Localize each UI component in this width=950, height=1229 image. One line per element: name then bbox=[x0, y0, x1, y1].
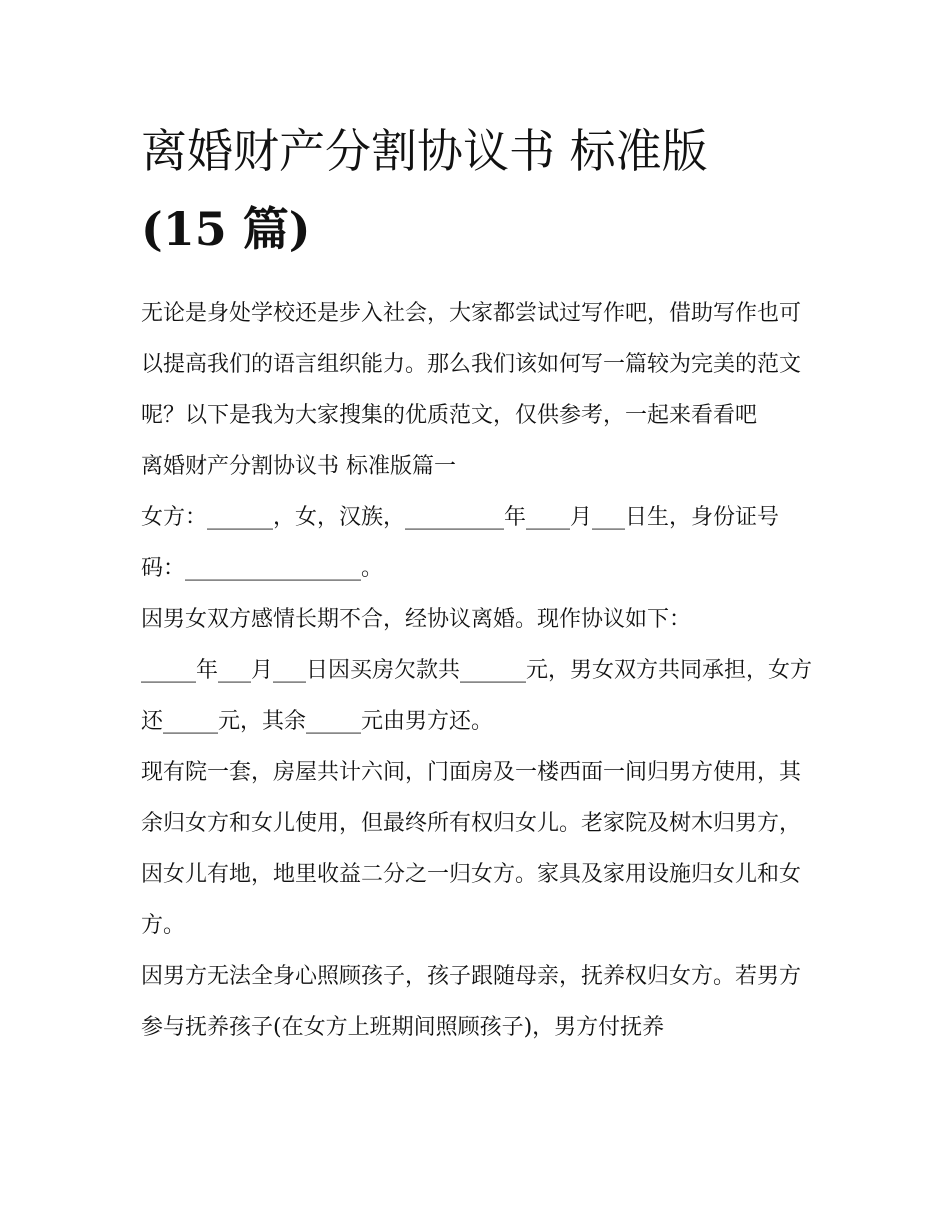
document-content bbox=[141, 112, 821, 1053]
custody-paragraph: 因男方无法全身心照顾孩子，孩子跟随母亲，抚养权归女方。若男方参与抚养孩子(在女方上班期间照顾孩子)，男方付抚养 bbox=[141, 964, 802, 1040]
document-body bbox=[141, 288, 821, 1053]
party-info-paragraph: 女方：______，女，汉族，_________年____月___日生，身份证号码：________________。 bbox=[141, 505, 780, 581]
debt-paragraph: _____年___月___日因买房欠款共______元，男女双方共同承担，女方还_____元，其余_____元由男方还。 bbox=[141, 658, 813, 734]
document-title bbox=[141, 112, 821, 268]
intro-paragraph: 无论是身处学校还是步入社会，大家都尝试过写作吧，借助写作也可以提高我们的语言组织能力。那么我们该如何写一篇较为完美的范文呢？以下是我为大家搜集的优质范文，仅供参考，一起来看看吧 bbox=[141, 301, 802, 428]
property-paragraph: 现有院一套，房屋共计六间，门面房及一楼西面一间归男方使用，其余归女方和女儿使用，但最终所有权归女儿。老家院及树木归男方，因女儿有地，地里收益二分之一归女方。家具及家用设施归女儿和女方。 bbox=[141, 760, 802, 938]
title-line-2: (15 篇) bbox=[141, 202, 311, 256]
section-heading: 离婚财产分割协议书 标准版篇一 bbox=[141, 454, 456, 479]
title-line-1: 离婚财产分割协议书 标准版 bbox=[141, 124, 708, 178]
agreement-intro-paragraph: 因男女双方感情长期不合，经协议离婚。现作协议如下： bbox=[141, 607, 692, 632]
